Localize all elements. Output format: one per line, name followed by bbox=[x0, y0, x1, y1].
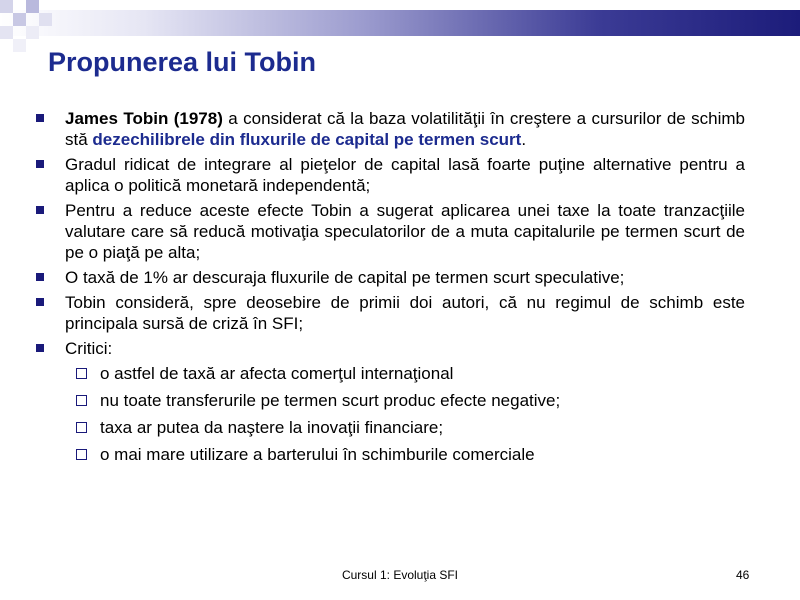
bullet-item bbox=[36, 267, 745, 288]
bullet-text: Critici: bbox=[65, 339, 113, 358]
decorative-header-bar bbox=[0, 10, 800, 36]
bullet-item bbox=[36, 154, 745, 196]
bullet-text: Tobin consideră, spre deosebire de primii doi autori, că nu regimul de schimb este principala sursă de criză în SFI; bbox=[65, 293, 745, 333]
square-bullet-icon bbox=[36, 273, 44, 281]
bullet-text: Pentru a reduce aceste efecte Tobin a sugerat aplicarea unei taxe la toate tranzacţiile valutare care să reducă motivaţia speculatorilor de a muta capitalurile pe termen scurt de pe o piaţă pe alta; bbox=[65, 201, 745, 262]
hollow-square-bullet-icon bbox=[76, 368, 87, 379]
sub-bullet-item bbox=[36, 363, 745, 384]
key-phrase: dezechilibrele din fluxurile de capital pe termen scurt bbox=[92, 130, 522, 149]
slide-content bbox=[36, 108, 745, 471]
footer-page-number: 46 bbox=[736, 568, 750, 582]
sub-bullet-item bbox=[36, 444, 745, 465]
bullet-item bbox=[36, 108, 745, 150]
hollow-square-bullet-icon bbox=[76, 449, 87, 460]
sub-bullet-item bbox=[36, 417, 745, 438]
bullet-tail: . bbox=[521, 130, 527, 149]
sub-bullet-text: nu toate transferurile pe termen scurt produc efecte negative; bbox=[100, 391, 561, 410]
sub-bullet-item bbox=[36, 390, 745, 411]
sub-bullet-text: o astfel de taxă ar afecta comerţul internaţional bbox=[100, 364, 454, 383]
bullet-item bbox=[36, 200, 745, 263]
bullet-item bbox=[36, 292, 745, 334]
hollow-square-bullet-icon bbox=[76, 422, 87, 433]
bullet-text: a considerat că la baza volatilităţii în creştere a cursurilor de schimb stă bbox=[65, 109, 745, 149]
bullet-item bbox=[36, 338, 745, 359]
bullet-text: Gradul ridicat de integrare al pieţelor de capital lasă foarte puţine alternative pentru a aplica o politică monetară independentă; bbox=[65, 155, 745, 195]
slide-title: Propunerea lui Tobin bbox=[48, 47, 317, 77]
footer-course-title: Cursul 1: Evoluţia SFI bbox=[341, 568, 459, 582]
bullet-text: O taxă de 1% ar descuraja fluxurile de capital pe termen scurt speculative; bbox=[65, 268, 625, 287]
hollow-square-bullet-icon bbox=[76, 395, 87, 406]
square-bullet-icon bbox=[36, 344, 44, 352]
square-bullet-icon bbox=[36, 114, 44, 122]
square-bullet-icon bbox=[36, 206, 44, 214]
sub-bullet-text: taxa ar putea da naştere la inovaţii financiare; bbox=[100, 418, 444, 437]
sub-bullet-text: o mai mare utilizare a barterului în schimburile comerciale bbox=[100, 445, 535, 464]
author-emphasis: James Tobin (1978) bbox=[65, 109, 223, 128]
square-bullet-icon bbox=[36, 160, 44, 168]
square-bullet-icon bbox=[36, 298, 44, 306]
